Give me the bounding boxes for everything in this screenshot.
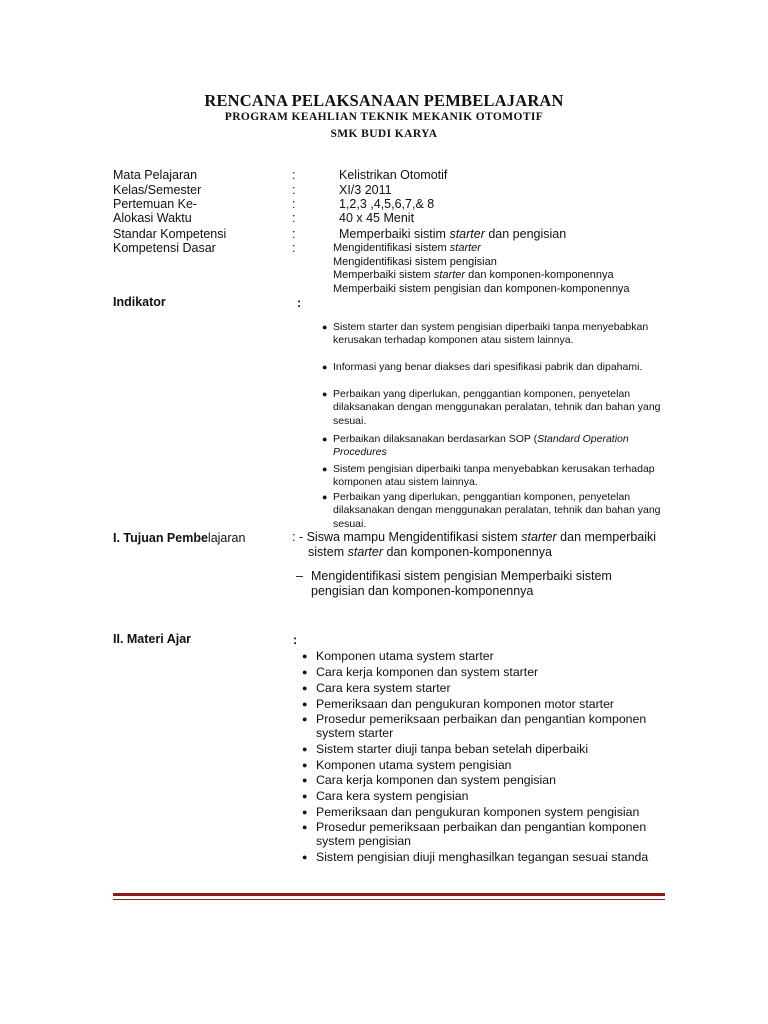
tujuan-line: Mengidentifikasi sistem pengisian Memperbaiki sistem xyxy=(311,569,612,583)
info-colon: : xyxy=(292,211,296,225)
info-value: Kelistrikan Otomotif xyxy=(339,168,448,182)
bullet-icon: ● xyxy=(302,699,308,709)
footer-rule-thin xyxy=(113,899,665,900)
program-subtitle: PROGRAM KEAHLIAN TEKNIK MEKANIK OTOMOTIF xyxy=(224,111,544,123)
document-title: RENCANA PELAKSANAAN PEMBELAJARAN xyxy=(204,91,564,110)
info-colon: : xyxy=(292,183,296,197)
list-item: ● Prosedur pemeriksaan perbaikan dan pengantian komponen system starter xyxy=(302,712,647,741)
list-item: ● Pemeriksaan dan pengukuran komponen motor starter xyxy=(302,697,615,711)
kompetensi-dasar-line: Mengidentifikasi sistem pengisian xyxy=(333,256,497,268)
bullet-icon: ● xyxy=(302,651,308,661)
info-label: Kompetensi Dasar xyxy=(113,241,216,255)
list-item: ● Prosedur pemeriksaan perbaikan dan pengantian komponen system pengisian xyxy=(302,820,647,849)
info-label: Alokasi Waktu xyxy=(113,211,192,225)
bullet-icon: ● xyxy=(302,683,308,693)
footer-rule-thick xyxy=(113,893,665,896)
list-item: ● Perbaikan dilaksanakan berdasarkan SOP (Standard Operation Procedures xyxy=(322,433,629,459)
materi-heading: II. Materi Ajar xyxy=(113,632,192,646)
school-name: SMK BUDI KARYA xyxy=(330,128,438,140)
info-label: Mata Pelajaran xyxy=(113,168,198,182)
tujuan-heading: I. Tujuan Pembelajaran xyxy=(113,531,246,545)
tujuan-line: : - Siswa mampu Mengidentifikasi sistem starter dan memperbaiki xyxy=(292,530,657,544)
list-item: ● Komponen utama system pengisian xyxy=(302,758,512,772)
standar-kompetensi-value: Memperbaiki sistim starter dan pengisian xyxy=(339,227,567,241)
bullet-icon: ● xyxy=(302,775,308,785)
list-item: ● Sistem starter dan system pengisian diperbaiki tanpa menyebabkan kerusakan terhadap komponen atau sistem lainnya. xyxy=(322,321,649,347)
tujuan-line: sistem starter dan komponen-komponennya xyxy=(308,545,552,559)
list-item: ● Perbaikan yang diperlukan, penggantian komponen, penyetelan dilaksanakan dengan menggunakan peralatan, tehnik dan bahan yang sesuai. xyxy=(322,388,661,427)
list-item: ● Komponen utama system starter xyxy=(302,649,494,663)
bullet-icon: ● xyxy=(302,852,308,862)
info-value: 1,2,3 ,4,5,6,7,& 8 xyxy=(339,197,435,211)
bullet-icon: ● xyxy=(322,322,328,332)
bullet-icon: ● xyxy=(302,760,308,770)
info-colon: : xyxy=(292,197,296,211)
tujuan-dash: – xyxy=(296,569,303,583)
info-colon: : xyxy=(292,241,296,255)
bullet-icon: ● xyxy=(322,492,328,502)
kompetensi-dasar-line: Mengidentifikasi sistem starter xyxy=(333,242,481,254)
list-item: ● Cara kerja komponen dan system starter xyxy=(302,665,539,679)
info-colon: : xyxy=(292,227,296,241)
list-item: ● Perbaikan yang diperlukan, penggantian komponen, penyetelan dilaksanakan dengan menggunakan peralatan, tehnik dan bahan yang sesuai. xyxy=(322,491,661,530)
bullet-icon: ● xyxy=(322,362,328,372)
info-value: XI/3 2011 xyxy=(339,183,392,197)
info-label: Pertemuan Ke- xyxy=(113,197,198,211)
materi-list xyxy=(300,649,670,869)
list-item: ● Sistem pengisian diuji menghasilkan tegangan sesuai standa xyxy=(302,850,649,864)
list-item: ● Cara kera system pengisian xyxy=(302,789,469,803)
bullet-icon: ● xyxy=(322,464,328,474)
bullet-icon: ● xyxy=(322,389,328,399)
bullet-icon: ● xyxy=(302,744,308,754)
kompetensi-dasar-line: Memperbaiki sistem starter dan komponen-komponennya xyxy=(333,269,614,281)
indikator-list xyxy=(320,321,670,531)
indikator-colon: : xyxy=(297,296,302,310)
indikator-heading: Indikator xyxy=(113,295,166,309)
bullet-icon: ● xyxy=(322,434,328,444)
list-item: ● Cara kera system starter xyxy=(302,681,451,695)
info-label: Kelas/Semester xyxy=(113,183,202,197)
list-item: ● Sistem starter diuji tanpa beban setelah diperbaiki xyxy=(302,742,589,756)
info-colon: : xyxy=(292,168,296,182)
list-item: ● Cara kerja komponen dan system pengisian xyxy=(302,773,556,787)
bullet-icon: ● xyxy=(302,714,308,724)
tujuan-line: pengisian dan komponen-komponennya xyxy=(311,584,534,598)
bullet-icon: ● xyxy=(302,807,308,817)
info-label: Standar Kompetensi xyxy=(113,227,227,241)
info-value: 40 x 45 Menit xyxy=(339,211,415,225)
bullet-icon: ● xyxy=(302,822,308,832)
list-item: ● Sistem pengisian diperbaiki tanpa menyebabkan kerusakan terhadap komponen atau sistem lainnya. xyxy=(322,463,655,489)
list-item: ● Pemeriksaan dan pengukuran komponen system pengisian xyxy=(302,805,640,819)
bullet-icon: ● xyxy=(302,667,308,677)
kompetensi-dasar-line: Memperbaiki sistem pengisian dan komponen-komponennya xyxy=(333,283,630,295)
materi-colon: : xyxy=(293,633,298,647)
list-item: ● Informasi yang benar diakses dari spesifikasi pabrik dan dipahami. xyxy=(322,361,643,373)
bullet-icon: ● xyxy=(302,791,308,801)
